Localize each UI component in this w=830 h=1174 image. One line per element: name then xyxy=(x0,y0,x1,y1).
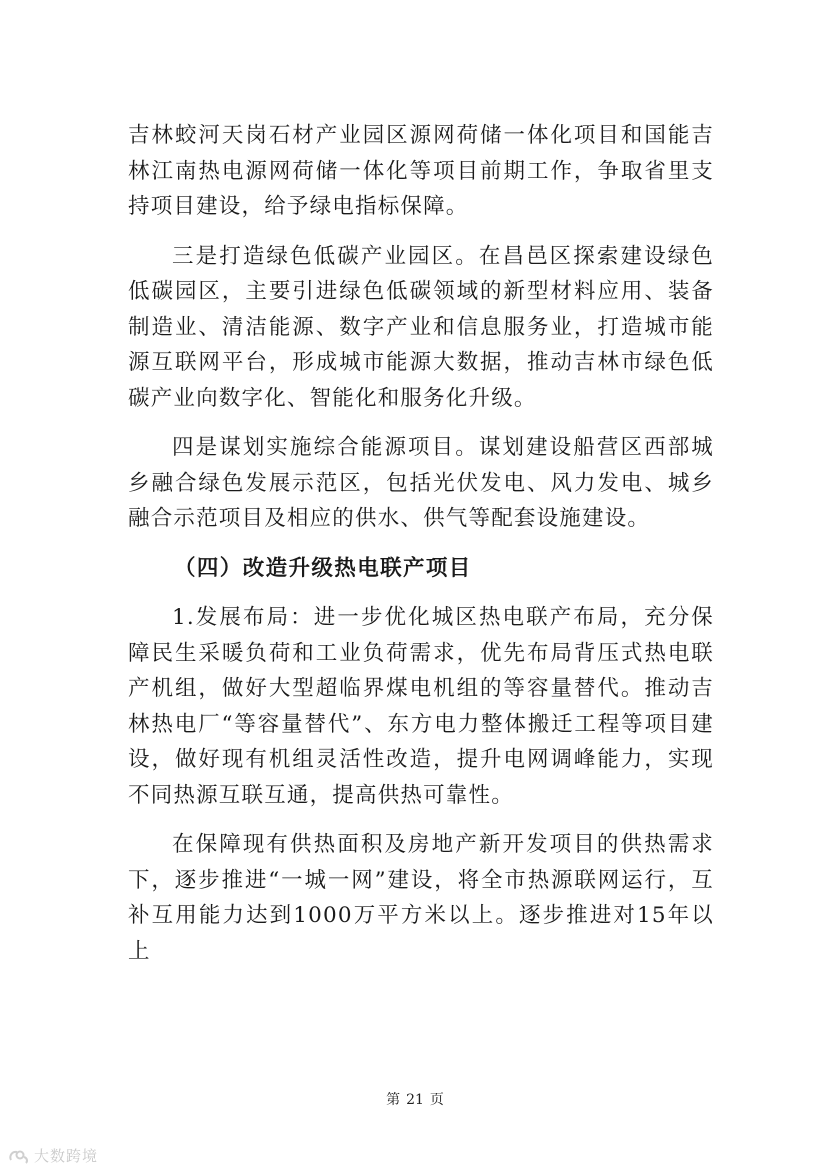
paragraph-heating: 在保障现有供热面积及房地产新开发项目的供热需求下，逐步推进“一城一网”建设，将全市热源联网运行，互补互用能力达到1000万平方米以上。逐步推进对15年以上 xyxy=(128,832,714,964)
page-number: 21 xyxy=(406,1092,424,1108)
watermark xyxy=(8,1145,98,1166)
footer-suffix: 页 xyxy=(429,1092,444,1108)
page-footer xyxy=(0,1089,830,1109)
page-body xyxy=(128,118,714,969)
paragraph-green-park: 三是打造绿色低碳产业园区。在昌邑区探索建设绿色低碳园区，主要引进绿色低碳领域的新型材料应用、装备制造业、清洁能源、数字产业和信息服务业，打造城市能源互联网平台，形成城市能源大数据，推动吉林市绿色低碳产业向数字化、智能化和服务化升级。 xyxy=(128,243,714,411)
footer-prefix: 第 xyxy=(386,1092,401,1108)
brand-logo-icon xyxy=(8,1148,30,1164)
paragraph-continued: 吉林蛟河天岗石材产业园区源网荷储一体化项目和国能吉林江南热电源网荷储一体化等项目前期工作，争取省里支持项目建设，给予绿电指标保障。 xyxy=(128,123,714,219)
paragraph-energy-project: 四是谋划实施综合能源项目。谋划建设船营区西部城乡融合绿色发展示范区，包括光伏发电、风力发电、城乡融合示范项目及相应的供水、供气等配套设施建设。 xyxy=(128,435,714,531)
section-heading: （四）改造升级热电联产项目 xyxy=(174,555,472,581)
paragraph-layout: 1.发展布局：进一步优化城区热电联产布局，充分保障民生采暖负荷和工业负荷需求，优先布局背压式热电联产机组，做好大型超临界煤电机组的等容量替代。推动吉林热电厂“等容量替代”、东方电力整体搬迁工程等项目建设，做好现有机组灵活性改造，提升电网调峰能力，实现不同热源互联互通，提高供热可靠性。 xyxy=(128,605,714,808)
watermark-text: 大数跨境 xyxy=(34,1147,99,1165)
